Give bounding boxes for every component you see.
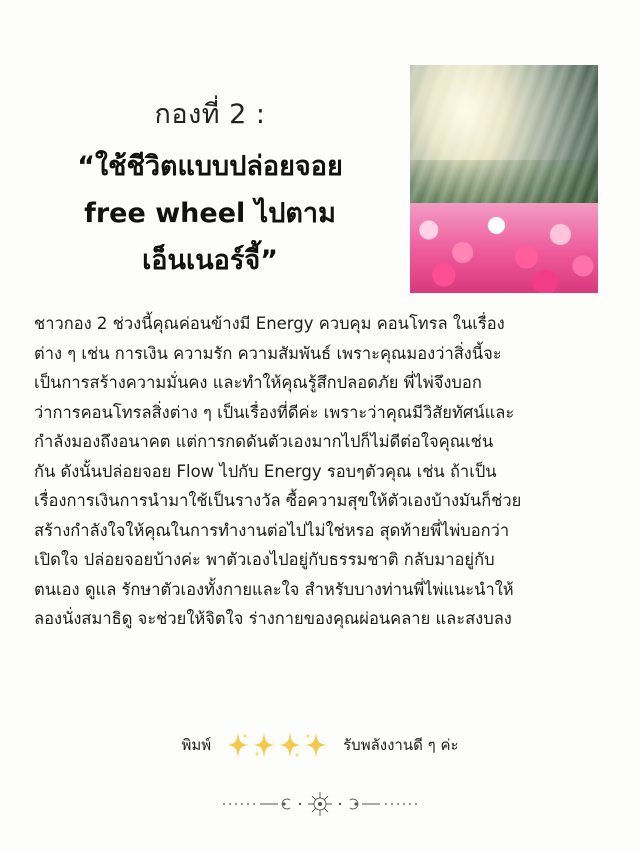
sparkle-icon	[303, 730, 329, 760]
title-line-2: free wheel ไปตาม	[84, 198, 336, 229]
body-line: เป็นการสร้างความมั่นคง และทำให้คุณรู้สึกปลอดภัย พี่ไพ่จึงบอก	[34, 373, 482, 392]
body-line: กัน ดังนั้นปล่อยจอย Flow ไปกับ Energy รอบๆตัวคุณ เช่น ถ้าเป็น	[34, 461, 497, 481]
flower-garden-photo	[410, 65, 598, 293]
pile-label: กองที่ 2 :	[154, 99, 266, 130]
heading	[40, 92, 380, 284]
body-line: ว่าการคอนโทรลสิ่งต่าง ๆ เป็นเรื่องที่ดีค่ะ เพราะว่าคุณมีวิสัยทัศน์และ	[34, 402, 515, 422]
body-line: ตนเอง ดูแล รักษาตัวเองทั้งกายและใจ สำหรับบางท่านพี่ไพ่แนะนำให้	[34, 579, 514, 599]
body-line: ชาวกอง 2 ช่วงนี้คุณค่อนข้างมี Energy ควบคุม คอนโทรล ในเรื่อง	[34, 314, 505, 333]
sparkle-icon	[251, 730, 277, 760]
body-line: ต่าง ๆ เช่น การเงิน ความรัก ความสัมพันธ์ เพราะคุณมองว่าสิ่งนี้จะ	[34, 343, 502, 363]
body-line: เรื่องการเงินการนำมาใช้เป็นรางวัล ซื้อความสุขให้ตัวเองบ้างมันก็ช่วย	[34, 491, 522, 510]
sparkle-icon	[225, 730, 251, 760]
body-line: ลองนั่งสมาธิดู จะช่วยให้จิตใจ ร่างกายของคุณผ่อนคลาย และสงบลง	[34, 609, 512, 628]
author-name: พิมพ์	[181, 736, 212, 754]
body-line: เปิดใจ ปล่อยจอยบ้างค่ะ พาตัวเองไปอยู่กับธรรมชาติ กลับมาอยู่กับ	[34, 550, 495, 569]
body-line: สร้างกำลังใจให้คุณในการทำงานต่อไปไม่ใช่หรอ สุดท้ายพี่ไพ่บอกว่า	[34, 520, 510, 540]
body-line: กำลังมองถึงอนาคต แต่การกดดันตัวเองมากไปก็ไม่ดีต่อใจคุณเช่น	[34, 432, 494, 451]
sparkle-icon	[277, 730, 303, 760]
title-line-1: “ใช้ชีวิตแบบปล่อยจอย	[77, 151, 343, 182]
ornament-divider-icon	[220, 790, 420, 818]
signature	[0, 730, 640, 760]
title-line-3: เอ็นเนอร์จี้”	[142, 245, 278, 276]
sparkles-icon	[225, 730, 329, 760]
pink-flower-bed	[410, 203, 598, 293]
reading-text	[34, 309, 614, 634]
blessing-text: รับพลังงานดี ๆ ค่ะ	[343, 736, 459, 754]
